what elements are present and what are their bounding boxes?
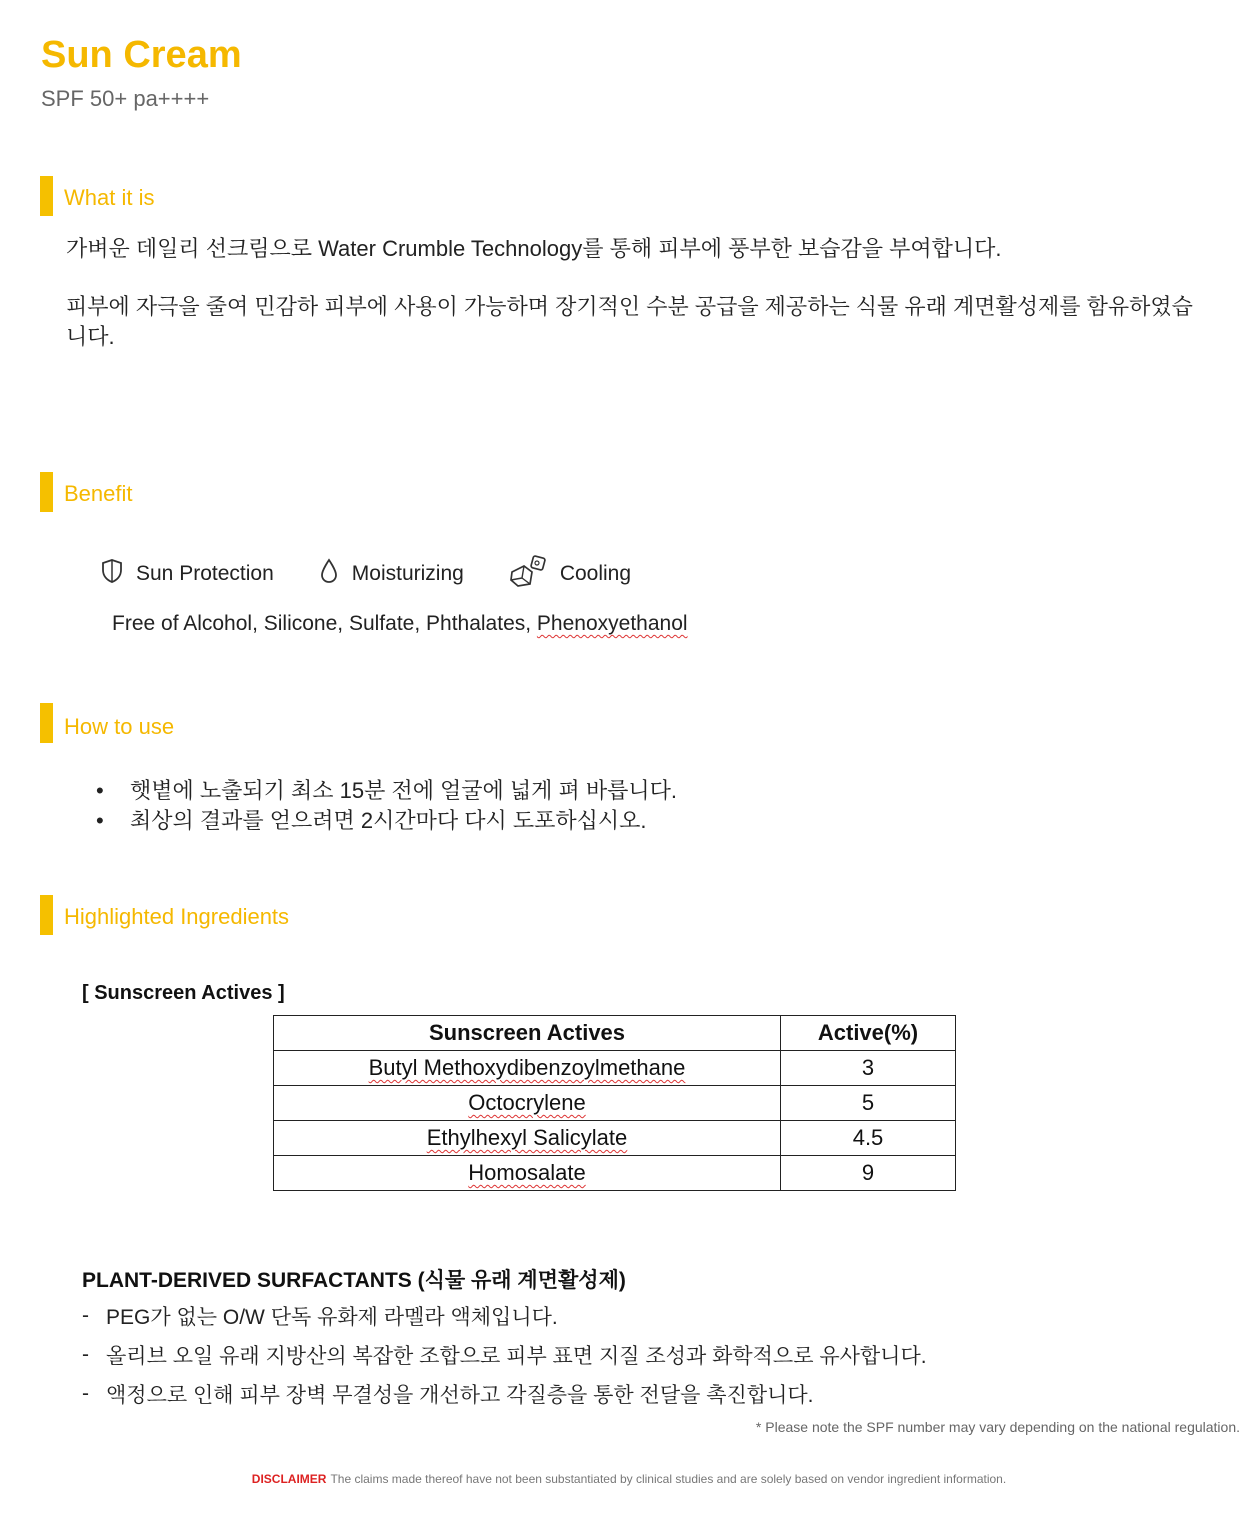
free-of-text: Free of Alcohol, Silicone, Sulfate, Phthalates, [112, 612, 537, 635]
ice-cubes-icon [508, 554, 560, 594]
sunscreen-actives-label: [ Sunscreen Actives ] [82, 982, 285, 1004]
sunscreen-actives-table [273, 1015, 956, 1191]
section-marker [40, 895, 53, 935]
list-item: - 올리브 오일 유래 지방산의 복잡한 조합으로 피부 표면 지질 조성과 화학적으로 유사합니다. [82, 1335, 927, 1374]
section-title-benefit: Benefit [64, 481, 133, 506]
what-it-is-paragraph-1: 가벼운 데일리 선크림으로 Water Crumble Technology를 통해 피부에 풍부한 보습감을 부여합니다. [66, 236, 1002, 261]
benefit-label: Moisturizing [351, 562, 464, 585]
plant-surfactants-list [82, 1296, 927, 1413]
section-marker [40, 703, 53, 743]
disclaimer-text: The claims made thereof have not been substantiated by clinical studies and are solely based on vendor ingredient information. [330, 1472, 1007, 1486]
droplet-icon [318, 558, 352, 590]
list-item: • 최상의 결과를 얻으려면 2시간마다 다시 도포하십시오. [96, 806, 677, 836]
benefit-cooling [508, 554, 631, 594]
table-header-row [274, 1016, 956, 1051]
table-cell: 9 [781, 1156, 956, 1191]
table-cell [274, 1086, 781, 1121]
ingredient-name: Butyl Methoxydibenzoylmethane [368, 1055, 686, 1080]
section-marker [40, 176, 53, 216]
ingredient-name: Homosalate [468, 1160, 586, 1185]
benefit-sun-protection [100, 558, 274, 590]
table-cell [274, 1121, 781, 1156]
how-to-use-list [96, 776, 677, 836]
list-item-text: PEG가 없는 O/W 단독 유화제 라멜라 액체입니다. [106, 1305, 558, 1329]
section-title-how-to-use: How to use [64, 714, 175, 739]
list-item: • 햇볕에 노출되기 최소 15분 전에 얼굴에 넓게 펴 바릅니다. [96, 776, 677, 806]
table-row [274, 1086, 956, 1121]
plant-surfactants-title: PLANT-DERIVED SURFACTANTS (식물 유래 계면활성제) [82, 1269, 626, 1292]
list-item-text: 최상의 결과를 얻으려면 2시간마다 다시 도포하십시오. [130, 808, 647, 833]
list-item-text: 햇볕에 노출되기 최소 15분 전에 얼굴에 넓게 펴 바릅니다. [130, 778, 678, 803]
ingredient-name: Ethylhexyl Salicylate [426, 1125, 628, 1150]
ingredient-name: Octocrylene [468, 1090, 586, 1115]
benefit-list [100, 554, 675, 594]
section-title-what-it-is: What it is [64, 185, 155, 210]
column-header: Active(%) [781, 1016, 956, 1051]
section-title-highlighted-ingredients: Highlighted Ingredients [64, 904, 290, 929]
table-cell: 5 [781, 1086, 956, 1121]
benefit-moisturizing [318, 558, 464, 590]
spf-note: * Please note the SPF number may vary depending on the national regulation. [755, 1419, 1240, 1435]
table-row [274, 1121, 956, 1156]
what-it-is-paragraph-2: 피부에 자극을 줄여 민감하 피부에 사용이 가능하며 장기적인 수분 공급을 제공하는 식물 유래 계면활성제를 함유하였습니다. [66, 294, 1193, 349]
benefit-label: Sun Protection [136, 562, 274, 585]
column-header: Sunscreen Actives [274, 1016, 781, 1051]
free-of-last-item: Phenoxyethanol [536, 612, 688, 635]
table-cell: 3 [781, 1051, 956, 1086]
list-item-text: 액정으로 인해 피부 장벽 무결성을 개선하고 각질층을 통한 전달을 촉진합니다. [106, 1383, 814, 1407]
table-row [274, 1051, 956, 1086]
table-cell [274, 1051, 781, 1086]
disclaimer [0, 1472, 1258, 1486]
page-subtitle: SPF 50+ pa++++ [41, 86, 210, 111]
table-row [274, 1156, 956, 1191]
list-item: - PEG가 없는 O/W 단독 유화제 라멜라 액체입니다. [82, 1296, 927, 1335]
benefit-label: Cooling [559, 562, 632, 585]
page-title: Sun Cream [41, 34, 242, 76]
section-marker [40, 472, 53, 512]
table-cell: 4.5 [781, 1121, 956, 1156]
table-cell [274, 1156, 781, 1191]
shield-icon [100, 558, 136, 590]
disclaimer-label: DISCLAIMER [251, 1472, 327, 1486]
list-item: - 액정으로 인해 피부 장벽 무결성을 개선하고 각질층을 통한 전달을 촉진합니다. [82, 1374, 927, 1413]
free-of-list [112, 612, 688, 636]
list-item-text: 올리브 오일 유래 지방산의 복잡한 조합으로 피부 표면 지질 조성과 화학적으로 유사합니다. [106, 1344, 927, 1368]
